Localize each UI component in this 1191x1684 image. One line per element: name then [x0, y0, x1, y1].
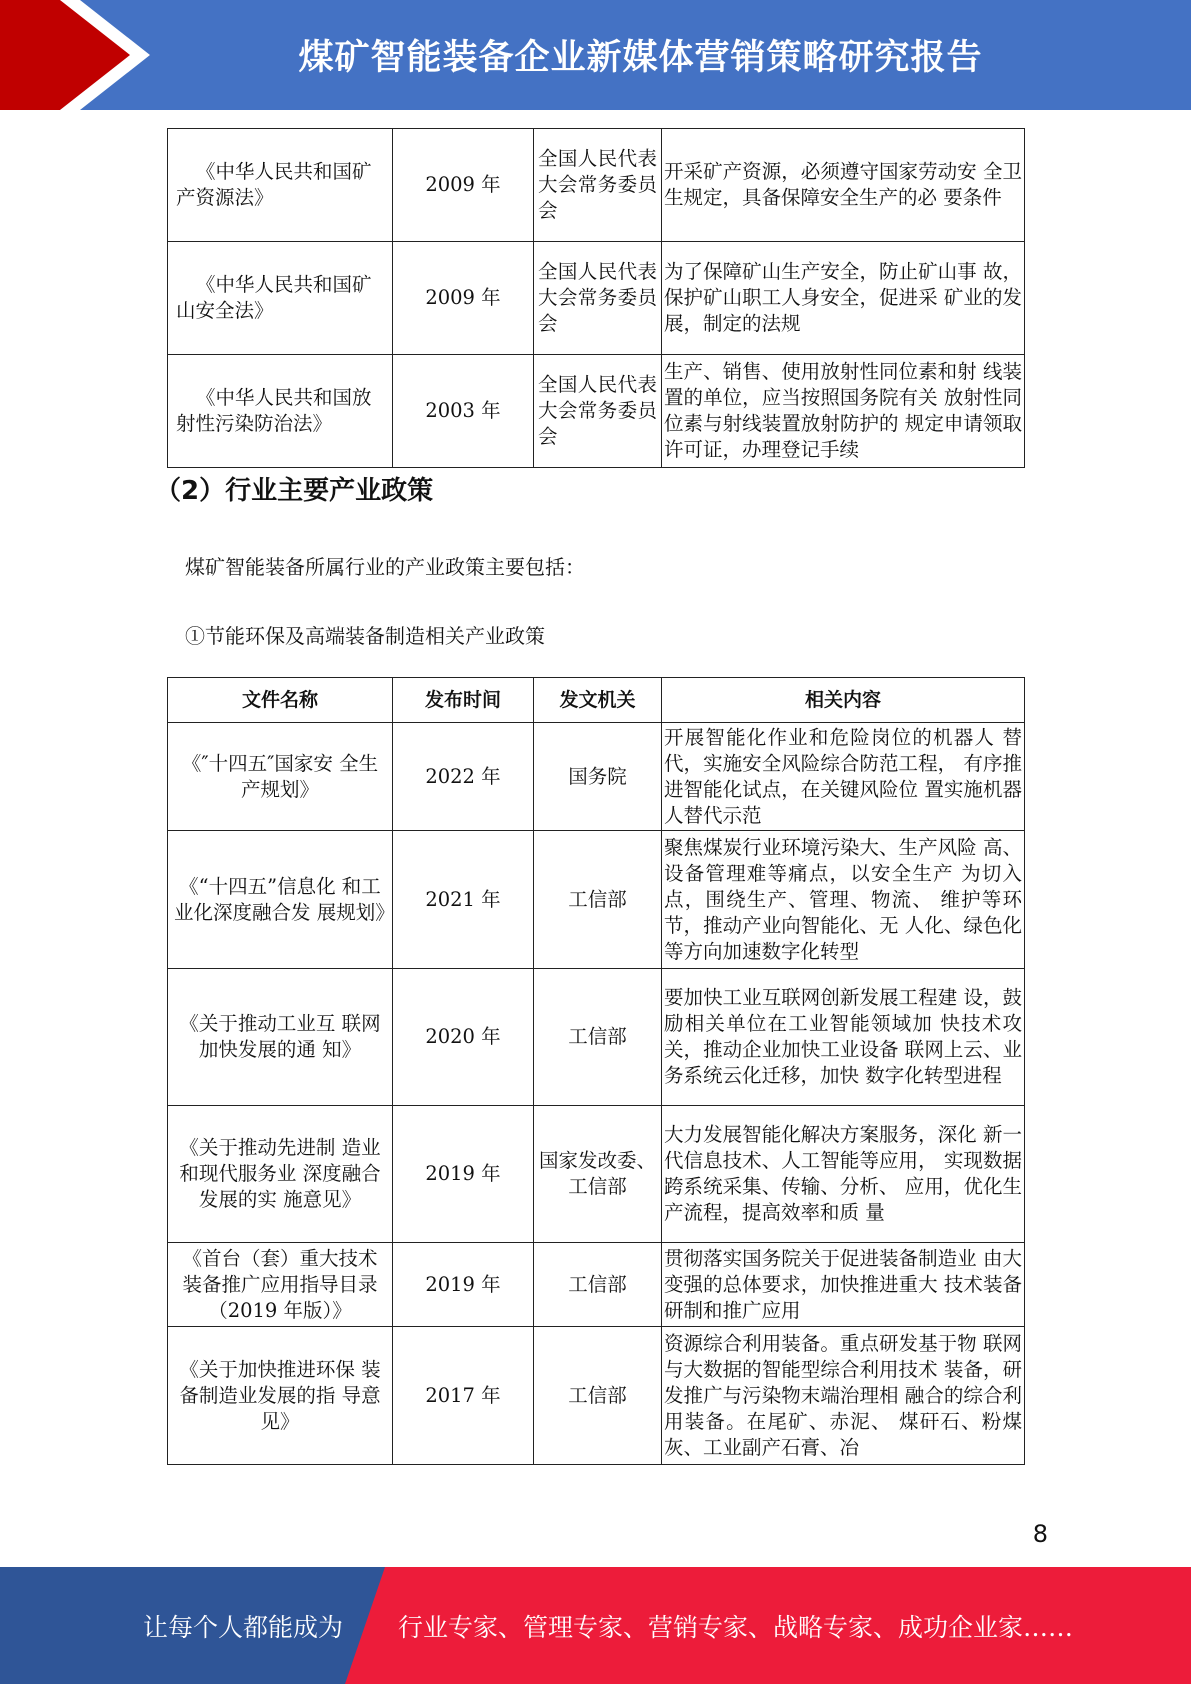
publish-date: 2009 年 — [393, 129, 534, 242]
subsection-title: ①节能环保及高端装备制造相关产业政策 — [185, 624, 545, 648]
table-header-row — [168, 678, 1025, 723]
table-row — [168, 1327, 1025, 1465]
table-row — [168, 242, 1025, 355]
related-content: 开展智能化作业和危险岗位的机器人 替代，实施安全风险综合防范工程， 有序推进智能化试点，在关键风险位 置实施机器人替代示范 — [662, 723, 1025, 831]
page-footer — [0, 1567, 1191, 1684]
issuing-authority: 工信部 — [534, 1243, 662, 1327]
policy-table — [167, 677, 1025, 1465]
table-row — [168, 723, 1025, 831]
publish-date: 2003 年 — [393, 355, 534, 468]
column-header-date: 发布时间 — [393, 678, 534, 723]
report-title: 煤矿智能装备企业新媒体营销策略研究报告 — [298, 38, 983, 78]
document-name: 《“十四五”信息化 和工业化深度融合发 展规划》 — [168, 831, 393, 969]
column-header-authority: 发文机关 — [534, 678, 662, 723]
publish-date: 2019 年 — [393, 1106, 534, 1243]
publish-date: 2022 年 — [393, 723, 534, 831]
publish-date: 2017 年 — [393, 1327, 534, 1465]
footer-slogan-right: 行业专家、管理专家、营销专家、战略专家、成功企业家…… — [398, 1612, 1074, 1642]
column-header-content: 相关内容 — [662, 678, 1025, 723]
issuing-authority: 全国人民代表大会常务委员会 — [534, 129, 662, 242]
issuing-authority: 工信部 — [534, 969, 662, 1106]
table-row — [168, 1243, 1025, 1327]
related-content: 资源综合利用装备。重点研发基于物 联网与大数据的智能型综合利用技术 装备，研发推广与污染物末端治理相 融合的综合利用装备。在尾矿、赤泥、 煤矸石、粉煤灰、工业副产石膏、冶 — [662, 1327, 1025, 1465]
issuing-authority: 国务院 — [534, 723, 662, 831]
related-content: 聚焦煤炭行业环境污染大、生产风险 高、设备管理难等痛点，以安全生产 为切入点，围绕生产、管理、物流、 维护等环节，推动产业向智能化、无 人化、绿色化等方向加速数字化转型 — [662, 831, 1025, 969]
publish-date: 2020 年 — [393, 969, 534, 1106]
issuing-authority: 工信部 — [534, 1327, 662, 1465]
issuing-authority: 全国人民代表大会常务委员会 — [534, 242, 662, 355]
laws-table — [167, 128, 1025, 468]
table-row — [168, 1106, 1025, 1243]
section-heading: （2）行业主要产业政策 — [155, 476, 434, 506]
issuing-authority: 国家发改委、工信部 — [534, 1106, 662, 1243]
related-content: 大力发展智能化解决方案服务，深化 新一代信息技术、人工智能等应用， 实现数据跨系统采集、传输、分析、 应用，优化生产流程，提高效率和质 量 — [662, 1106, 1025, 1243]
document-name: 《关于推动工业互 联网加快发展的通 知》 — [168, 969, 393, 1106]
page-header — [0, 0, 1191, 110]
document-name: 《首台（套）重大技术装备推广应用指导目录（2019 年版）》 — [168, 1243, 393, 1327]
document-name: 《关于推动先进制 造业和现代服务业 深度融合发展的实 施意见》 — [168, 1106, 393, 1243]
table-row — [168, 969, 1025, 1106]
page-number: 8 — [1032, 1520, 1048, 1548]
document-name: 《″十四五″国家安 全生产规划》 — [168, 723, 393, 831]
publish-date: 2009 年 — [393, 242, 534, 355]
publish-date: 2019 年 — [393, 1243, 534, 1327]
issuing-authority: 工信部 — [534, 831, 662, 969]
document-name: 《关于加快推进环保 装备制造业发展的指 导意见》 — [168, 1327, 393, 1465]
table-row — [168, 129, 1025, 242]
related-content: 开采矿产资源，必须遵守国家劳动安 全卫生规定，具备保障安全生产的必 要条件 — [662, 129, 1025, 242]
table-row — [168, 355, 1025, 468]
document-name: 《中华人民共和国矿产资源法》 — [168, 129, 393, 242]
table-row — [168, 831, 1025, 969]
section-intro: 煤矿智能装备所属行业的产业政策主要包括： — [185, 555, 585, 579]
column-header-name: 文件名称 — [168, 678, 393, 723]
document-name: 《中华人民共和国矿山安全法》 — [168, 242, 393, 355]
footer-slogan-left: 让每个人都能成为 — [143, 1612, 344, 1642]
related-content: 贯彻落实国务院关于促进装备制造业 由大变强的总体要求，加快推进重大 技术装备研制和推广应用 — [662, 1243, 1025, 1327]
document-name: 《中华人民共和国放射性污染防治法》 — [168, 355, 393, 468]
issuing-authority: 全国人民代表大会常务委员会 — [534, 355, 662, 468]
header-chevron-icon — [0, 0, 160, 110]
publish-date: 2021 年 — [393, 831, 534, 969]
related-content: 为了保障矿山生产安全，防止矿山事 故，保护矿山职工人身安全，促进采 矿业的发展，制定的法规 — [662, 242, 1025, 355]
related-content: 要加快工业互联网创新发展工程建 设，鼓励相关单位在工业智能领域加 快技术攻关，推动企业加快工业设备 联网上云、业务系统云化迁移，加快 数字化转型进程 — [662, 969, 1025, 1106]
related-content: 生产、销售、使用放射性同位素和射 线装置的单位，应当按照国务院有关 放射性同位素与射线装置放射防护的 规定申请领取许可证，办理登记手续 — [662, 355, 1025, 468]
